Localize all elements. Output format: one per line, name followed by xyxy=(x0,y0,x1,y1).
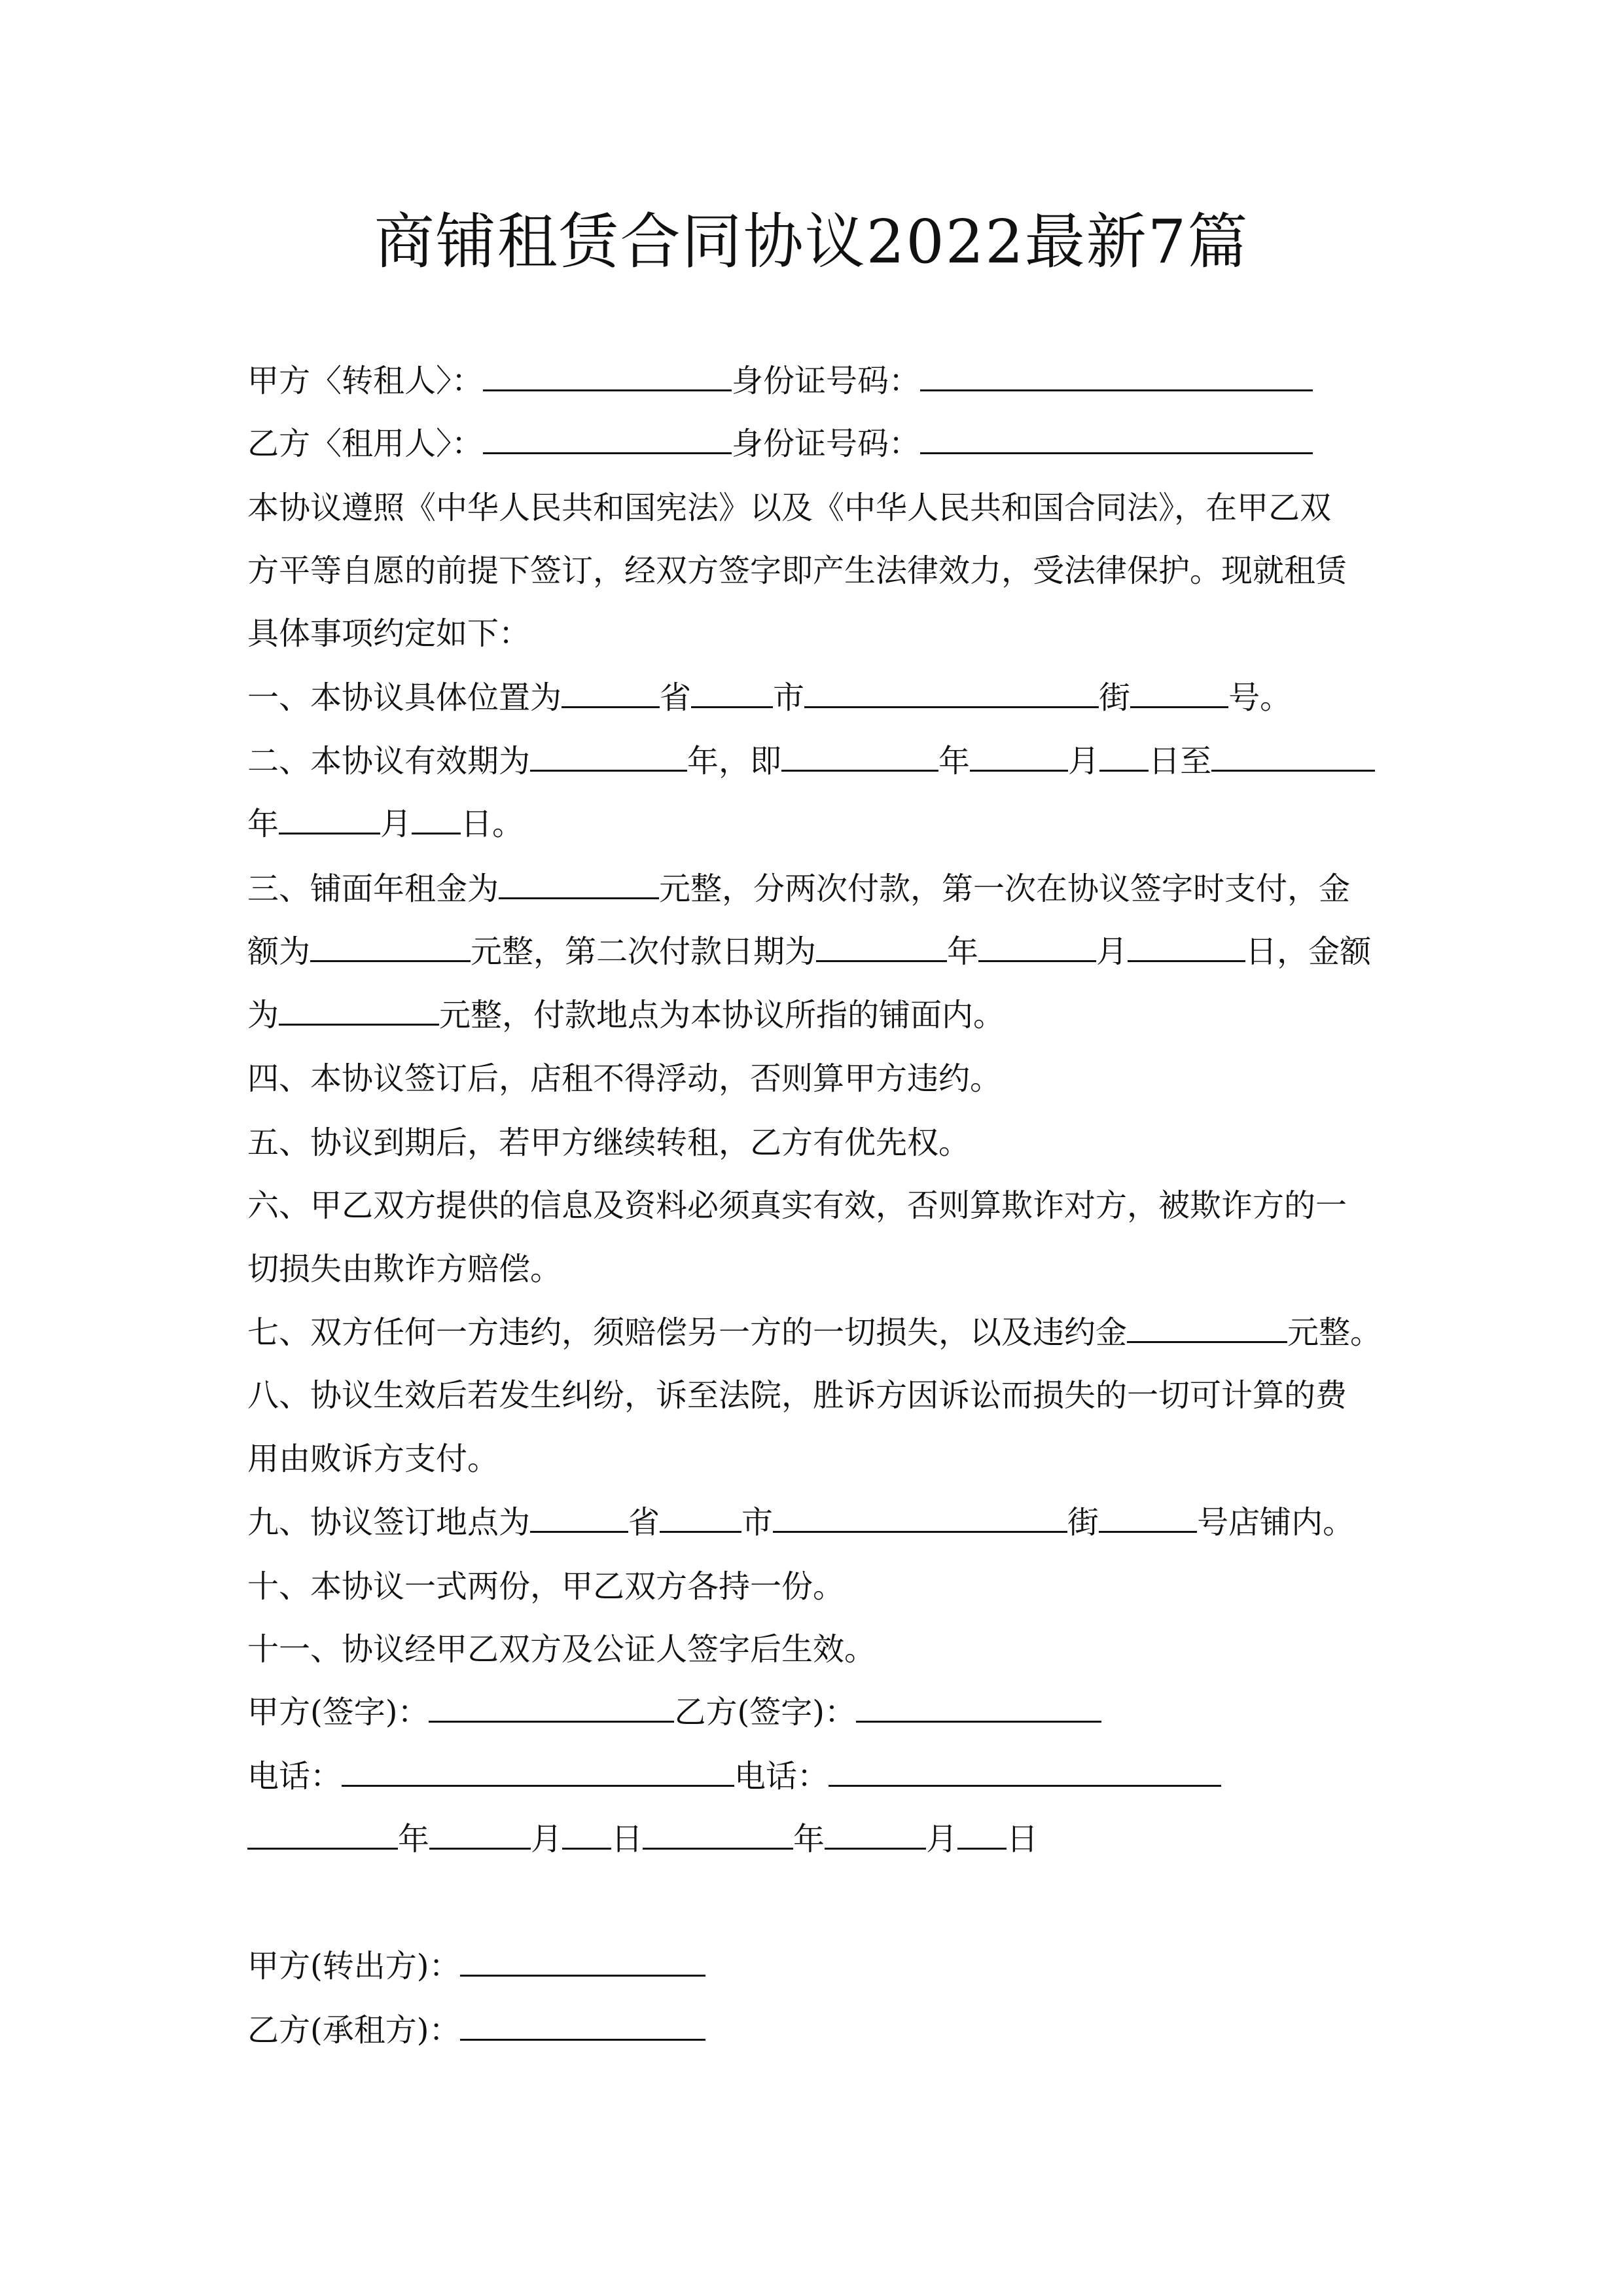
clause-7 xyxy=(247,1309,1382,1356)
party-a-name-blank[interactable] xyxy=(483,359,732,391)
party-b-phone-label: 电话： xyxy=(734,1758,829,1795)
party-a-year-label: 年 xyxy=(398,1821,430,1857)
clause-2-text: 二、本协议有效期为 xyxy=(247,743,531,780)
payment-year-blank[interactable] xyxy=(816,930,947,962)
number-blank[interactable] xyxy=(1130,676,1228,708)
party-a-label: 甲方〈转租人〉： xyxy=(247,363,484,399)
sign-province-blank[interactable] xyxy=(530,1501,628,1533)
street-label: 街 xyxy=(1099,679,1131,716)
party-b-day-blank[interactable] xyxy=(957,1818,1007,1850)
payment-year-label: 年 xyxy=(947,933,979,970)
party-a-day-label: 日 xyxy=(611,1821,643,1857)
clause-10: 十、本协议一式两份，甲乙双方各持一份。 xyxy=(247,1568,845,1605)
payment-day-label: 日，金额 xyxy=(1245,933,1372,970)
end-month-blank[interactable] xyxy=(279,802,380,834)
term-years-label: 年，即 xyxy=(687,743,782,780)
party-a-sign-label: 甲方(签字)： xyxy=(247,1694,429,1731)
penalty-blank[interactable] xyxy=(1127,1311,1287,1343)
clause-8-line-1: 八、协议生效后若发生纠纷，诉至法院，胜诉方因诉讼而损失的一切可计算的费 xyxy=(247,1377,1347,1414)
party-a-phone-label: 电话： xyxy=(247,1758,342,1795)
end-day-blank[interactable] xyxy=(412,802,461,834)
party-b-line xyxy=(247,420,1313,467)
payment-place-text: 元整，付款地点为本协议所指的铺面内。 xyxy=(439,997,1005,1033)
start-day-label: 日至 xyxy=(1149,743,1212,780)
number-label: 号。 xyxy=(1228,679,1292,716)
clause-6-line-1: 六、甲乙双方提供的信息及资料必须真实有效，否则算欺诈对方，被欺诈方的一 xyxy=(247,1187,1347,1224)
lessee-line xyxy=(247,2007,705,2054)
clause-6-line-2: 切损失由欺诈方赔偿。 xyxy=(247,1251,562,1287)
party-b-id-blank[interactable] xyxy=(920,422,1313,454)
party-b-phone-blank[interactable] xyxy=(829,1755,1221,1787)
party-a-month-blank[interactable] xyxy=(429,1818,531,1850)
sign-city-blank[interactable] xyxy=(660,1501,741,1533)
party-b-name-blank[interactable] xyxy=(483,422,732,454)
preamble-line-1: 本协议遵照《中华人民共和国宪法》以及《中华人民共和国合同法》，在甲乙双 xyxy=(247,490,1332,526)
party-b-sign-blank[interactable] xyxy=(856,1691,1101,1723)
clause-9 xyxy=(247,1499,1354,1546)
clause-1-text: 一、本协议具体位置为 xyxy=(247,679,562,716)
clause-2-cont xyxy=(247,800,524,848)
sign-street-label: 街 xyxy=(1067,1504,1099,1541)
party-a-sign-blank[interactable] xyxy=(429,1691,674,1723)
clause-1 xyxy=(247,674,1291,721)
start-year-label: 年 xyxy=(938,743,971,780)
end-month-label: 月 xyxy=(380,806,412,842)
first-payment-blank[interactable] xyxy=(310,930,471,962)
party-a-id-label: 身份证号码： xyxy=(732,363,921,399)
city-label: 市 xyxy=(773,679,805,716)
start-month-blank[interactable] xyxy=(970,740,1068,772)
signature-line xyxy=(247,1689,1101,1736)
party-a-month-label: 月 xyxy=(531,1821,563,1857)
end-day-label: 日。 xyxy=(461,806,524,842)
date-line xyxy=(247,1816,1038,1863)
preamble-line-3: 具体事项约定如下： xyxy=(247,615,531,652)
second-payment-text: 元整，第二次付款日期为 xyxy=(471,933,817,970)
street-blank[interactable] xyxy=(804,676,1099,708)
start-month-label: 月 xyxy=(1068,743,1100,780)
clause-7-text: 七、双方任何一方违约，须赔偿另一方的一切损失，以及违约金 xyxy=(247,1314,1128,1351)
party-a-id-blank[interactable] xyxy=(920,359,1313,391)
party-b-month-label: 月 xyxy=(926,1821,958,1857)
payment-month-blank[interactable] xyxy=(978,930,1096,962)
payment-month-label: 月 xyxy=(1096,933,1128,970)
sign-city-label: 市 xyxy=(741,1504,774,1541)
clause-3-cont-1 xyxy=(247,928,1371,975)
sign-number-blank[interactable] xyxy=(1099,1501,1197,1533)
preamble-line-2: 方平等自愿的前提下签订，经双方签字即产生法律效力，受法律保护。现就租赁 xyxy=(247,552,1347,589)
party-b-day-label: 日 xyxy=(1007,1821,1039,1857)
payment-day-blank[interactable] xyxy=(1128,930,1245,962)
clause-3 xyxy=(247,865,1350,912)
amount-label: 额为 xyxy=(247,933,311,970)
end-year-label: 年 xyxy=(247,806,279,842)
annual-rent-blank[interactable] xyxy=(499,867,659,899)
clause-2 xyxy=(247,738,1375,785)
clause-8-line-2: 用由败诉方支付。 xyxy=(247,1441,499,1477)
party-b-year-label: 年 xyxy=(793,1821,825,1857)
province-blank[interactable] xyxy=(562,676,660,708)
clause-3-text-b: 元整，分两次付款，第一次在协议签字时支付，金 xyxy=(659,870,1351,907)
party-a-day-blank[interactable] xyxy=(562,1818,611,1850)
clause-3-cont-2 xyxy=(247,992,1005,1039)
end-year-blank[interactable] xyxy=(1211,740,1375,772)
province-label: 省 xyxy=(660,679,692,716)
lessee-blank[interactable] xyxy=(460,2009,705,2041)
clause-3-text: 三、铺面年租金为 xyxy=(247,870,499,907)
clause-7-end: 元整。 xyxy=(1287,1314,1382,1351)
term-years-blank[interactable] xyxy=(530,740,687,772)
party-a-line xyxy=(247,357,1313,404)
party-b-label: 乙方〈租用人〉： xyxy=(247,425,484,462)
sign-province-label: 省 xyxy=(628,1504,660,1541)
party-a-phone-blank[interactable] xyxy=(342,1755,734,1787)
city-blank[interactable] xyxy=(691,676,773,708)
second-payment-blank[interactable] xyxy=(279,994,439,1026)
transferor-line xyxy=(247,1943,705,1990)
party-a-year-blank[interactable] xyxy=(247,1818,398,1850)
sign-street-blank[interactable] xyxy=(773,1501,1067,1533)
amount-label-2: 为 xyxy=(247,997,279,1033)
start-year-blank[interactable] xyxy=(781,740,938,772)
transferor-label: 甲方(转出方)： xyxy=(247,1948,461,1984)
party-b-sign-label: 乙方(签字)： xyxy=(674,1694,856,1731)
clause-9-text: 九、协议签订地点为 xyxy=(247,1504,531,1541)
party-b-id-label: 身份证号码： xyxy=(732,425,921,462)
party-b-month-blank[interactable] xyxy=(825,1818,926,1850)
transferor-blank[interactable] xyxy=(460,1945,705,1977)
clause-4: 四、本协议签订后，店租不得浮动，否则算甲方违约。 xyxy=(247,1060,1002,1097)
party-b-year-blank[interactable] xyxy=(643,1818,793,1850)
start-day-blank[interactable] xyxy=(1099,740,1149,772)
clause-5: 五、协议到期后，若甲方继续转租，乙方有优先权。 xyxy=(247,1124,971,1161)
clause-11: 十一、协议经甲乙双方及公证人签字后生效。 xyxy=(247,1631,876,1668)
lessee-label: 乙方(承租方)： xyxy=(247,2012,461,2049)
sign-number-label: 号店铺内。 xyxy=(1197,1504,1355,1541)
phone-line xyxy=(247,1753,1221,1800)
document-title: 商铺租赁合同协议2022最新7篇 xyxy=(374,207,1249,277)
